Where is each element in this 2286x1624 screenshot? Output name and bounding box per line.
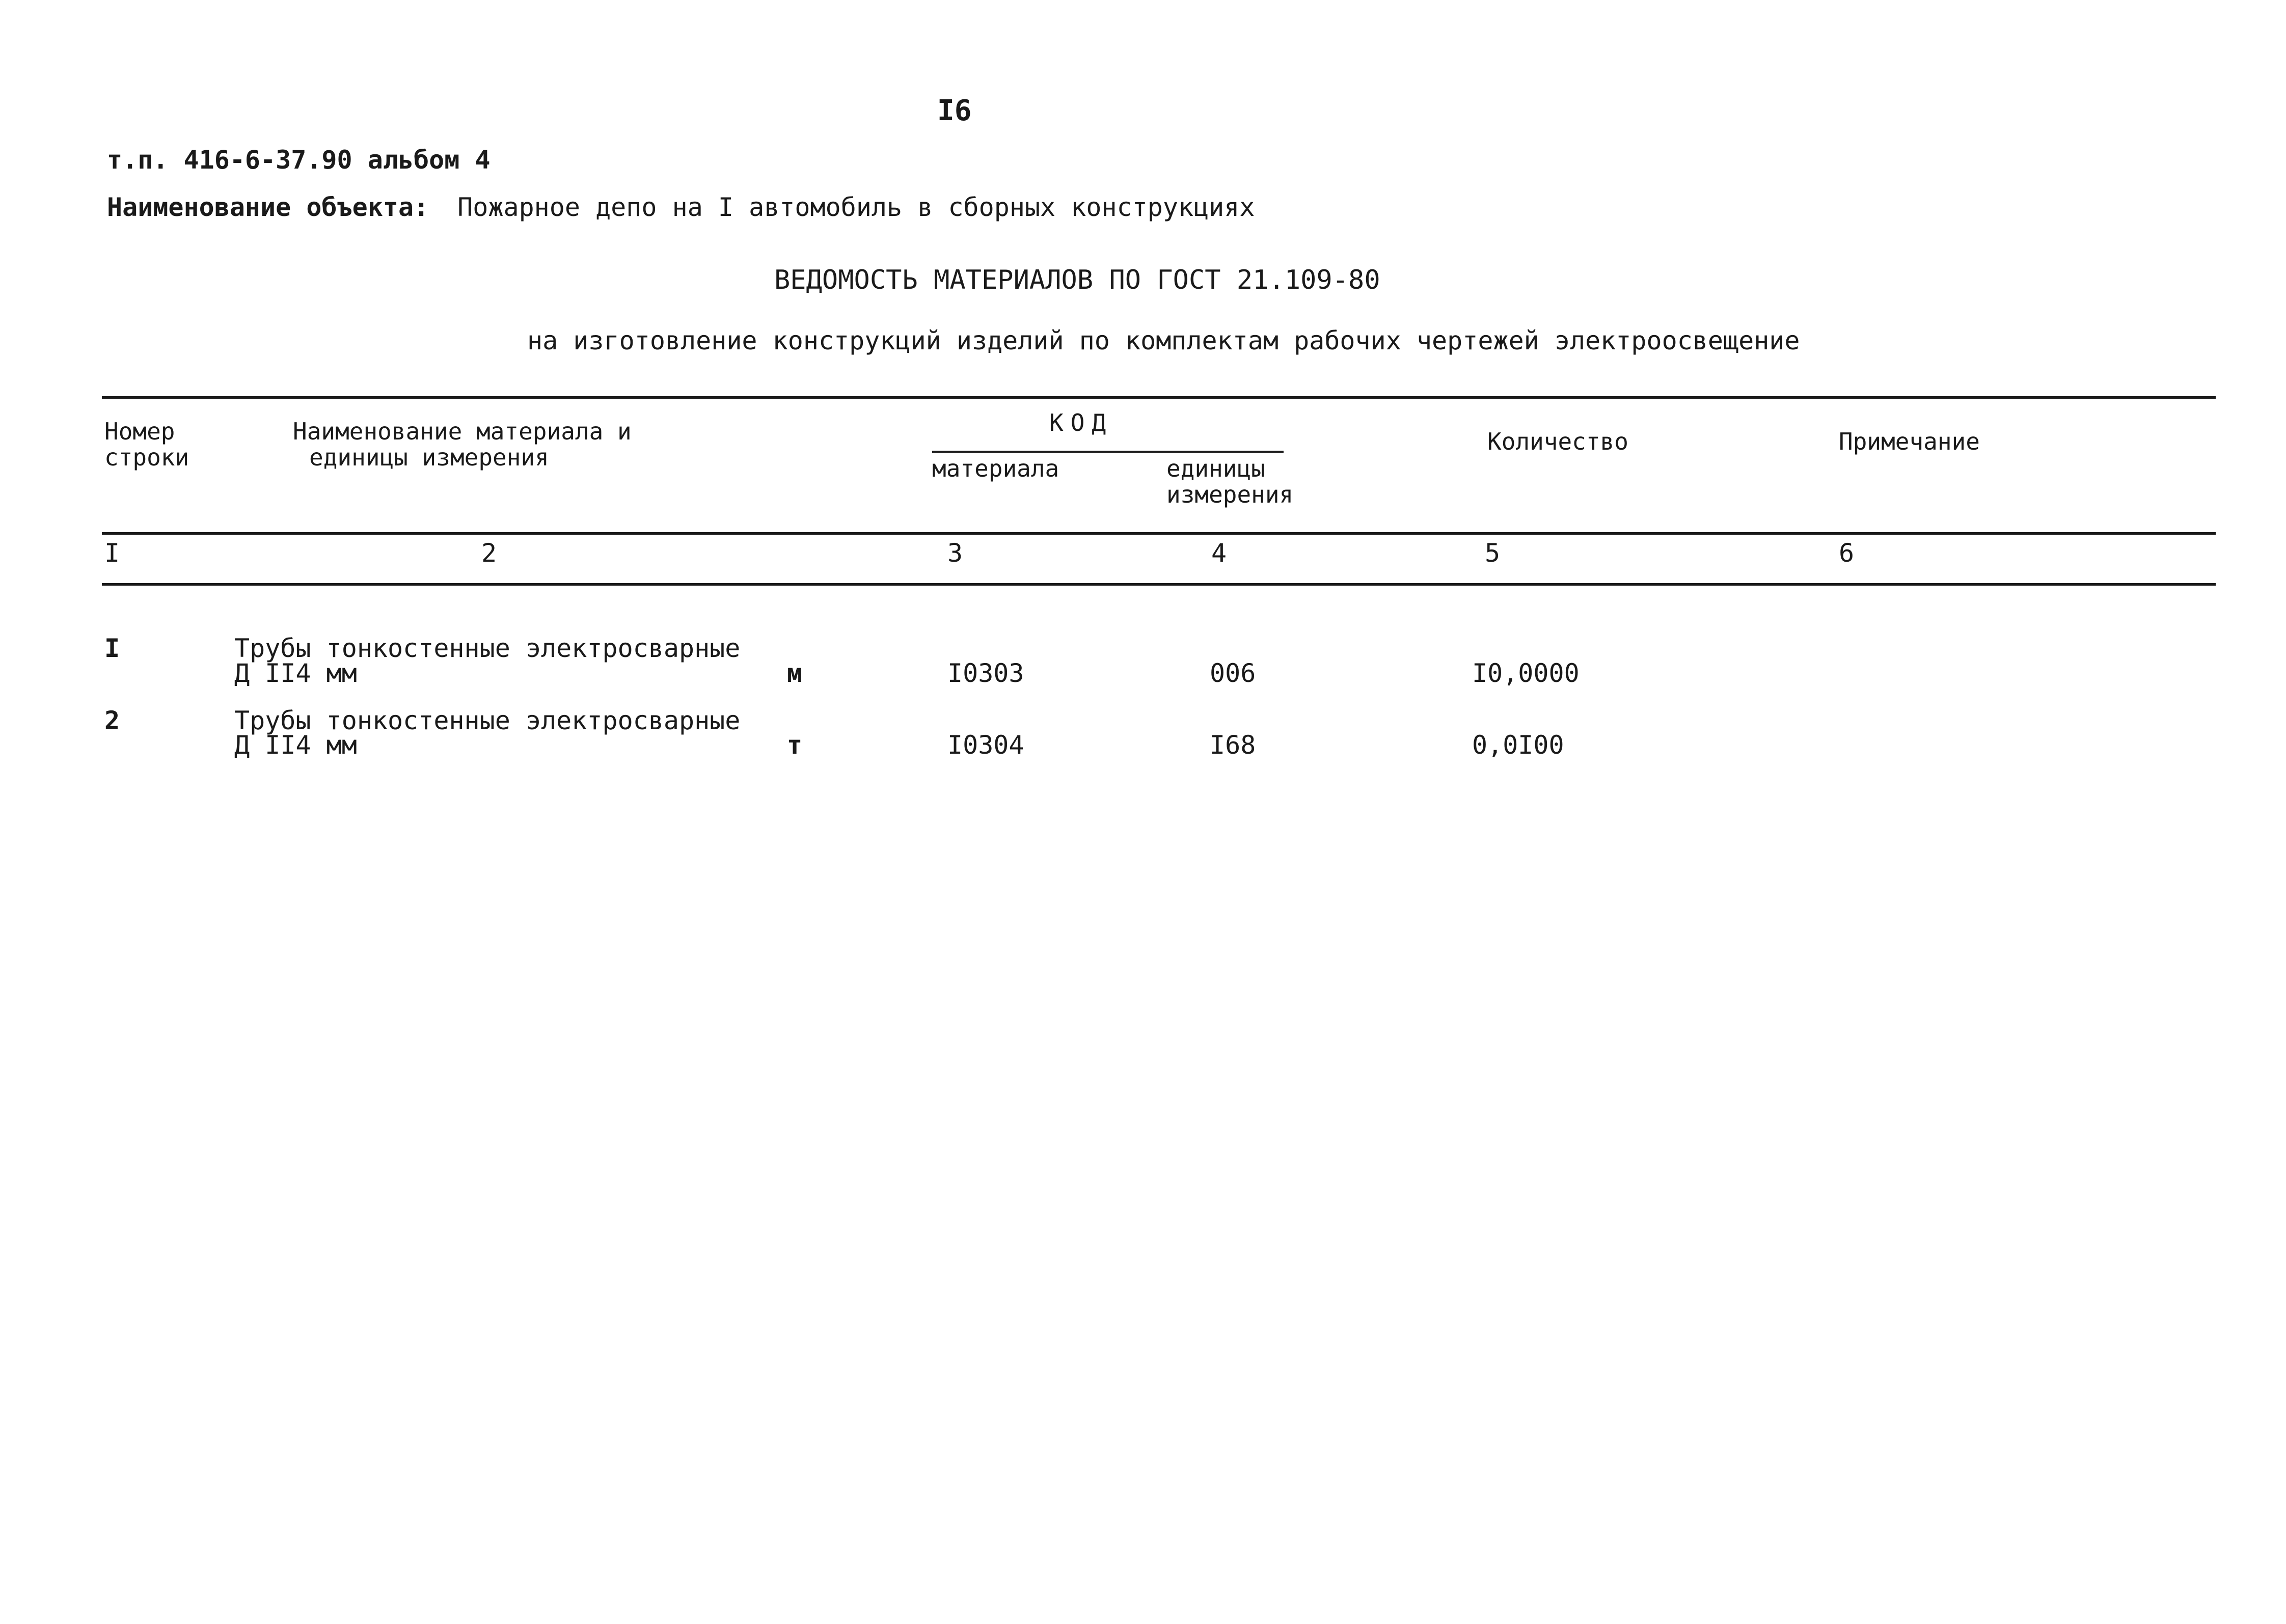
page-number: I6 bbox=[937, 94, 972, 127]
row-quantity: I0,0000 bbox=[1472, 658, 1580, 688]
document-subtitle: на изготовление конструкций изделий по комплектам рабочих чертежей электроосвещение bbox=[527, 326, 1800, 355]
row-unit-code: 006 bbox=[1210, 658, 1256, 688]
row-number: I bbox=[104, 634, 120, 663]
row-name-line2: Д II4 мм bbox=[234, 730, 357, 760]
row-unit-code: I68 bbox=[1210, 730, 1256, 760]
row-unit: м bbox=[787, 658, 803, 688]
header-material-name bbox=[293, 419, 632, 470]
object-line bbox=[107, 192, 1255, 222]
header-quantity: Количество bbox=[1487, 428, 1628, 455]
column-number-5: 5 bbox=[1485, 538, 1501, 568]
header-code-unit bbox=[1166, 456, 1293, 507]
row-name-line2: Д II4 мм bbox=[234, 658, 357, 688]
header-note: Примечание bbox=[1839, 428, 1980, 455]
header-code-material: материала bbox=[932, 455, 1059, 482]
row-name-line1: Трубы тонкостенные электросварные bbox=[234, 706, 741, 735]
row-quantity: 0,0I00 bbox=[1472, 730, 1564, 760]
header-code-unit-line1: единицы bbox=[1166, 455, 1265, 482]
row-material-code: I0304 bbox=[947, 730, 1024, 760]
header-code-unit-line2: измерения bbox=[1166, 480, 1294, 508]
object-label: Наименование объекта: bbox=[107, 192, 429, 222]
document-reference: т.п. 416-6-37.90 альбом 4 bbox=[107, 145, 491, 175]
header-row-number-line1: Номер bbox=[104, 418, 175, 445]
column-number-2: 2 bbox=[481, 538, 497, 568]
header-material-name-line1: Наименование материала и bbox=[293, 418, 632, 445]
column-number-3: 3 bbox=[947, 538, 963, 568]
header-row-number bbox=[104, 419, 189, 470]
header-bottom-rule bbox=[102, 532, 2216, 535]
object-value: Пожарное депо на I автомобиль в сборных конструкциях bbox=[457, 192, 1255, 222]
column-number-6: 6 bbox=[1839, 538, 1855, 568]
row-material-code: I0303 bbox=[947, 658, 1024, 688]
row-unit: т bbox=[787, 730, 803, 760]
code-group-rule bbox=[932, 451, 1284, 453]
document-title: ВЕДОМОСТЬ МАТЕРИАЛОВ ПО ГОСТ 21.109-80 bbox=[774, 265, 1380, 295]
row-number: 2 bbox=[104, 706, 120, 735]
column-number-4: 4 bbox=[1211, 538, 1227, 568]
header-material-name-line2: единицы измерения bbox=[309, 443, 549, 471]
column-number-1: I bbox=[104, 538, 120, 568]
table-top-rule bbox=[102, 396, 2216, 399]
row-name-line1: Трубы тонкостенные электросварные bbox=[234, 634, 741, 663]
header-code: КОД bbox=[1049, 409, 1113, 436]
header-row-number-line2: строки bbox=[104, 443, 189, 471]
column-number-bottom-rule bbox=[102, 583, 2216, 586]
